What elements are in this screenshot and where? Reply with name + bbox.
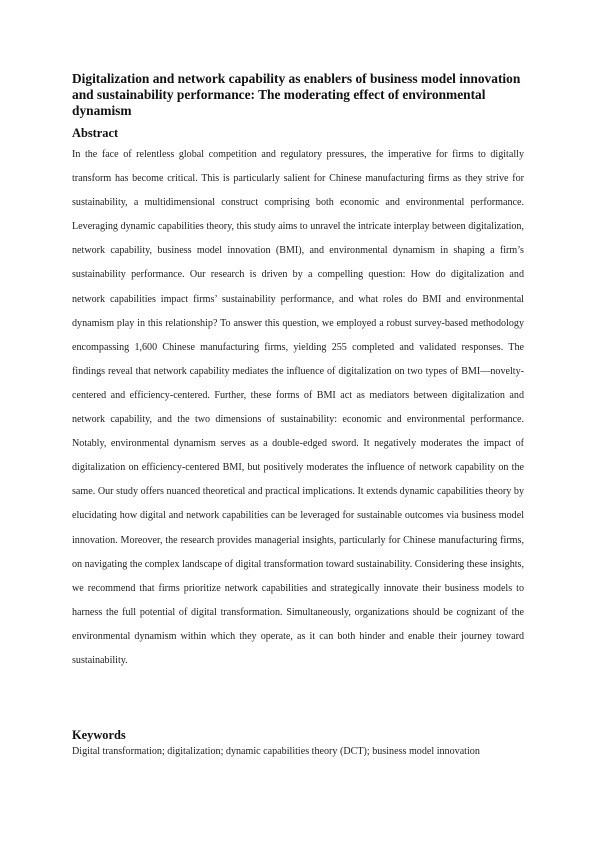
paper-title: Digitalization and network capability as enablers of business model innovation and sustainability performance: The moderating effect of environmental dynamism: [72, 71, 521, 118]
abstract-body: In the face of relentless global competition and regulatory pressures, the imperative for firms to digitally transform has become critical. This is particularly salient for Chinese manufacturing firms as they strive for sustainability, a multidimensional construct comprising both economic and environmental performance. Leveraging dynamic capabilities theory, this study aims to unravel the intricate interplay between digitalization, network capability, business model innovation (BMI), and environmental dynamism in shaping a firm’s sustainability performance. Our research is driven by a compelling question: How do digitalization and network capabilities impact firms’ sustainability performance, and what roles do BMI and environmental dynamism play in this relationship? To answer this question, we employed a robust survey-based methodology encompassing 1,600 Chinese manufacturing firms, yielding 255 completed and validated responses. The findings reveal that network capability mediates the influence of digitalization on two types of BMI—novelty-centered and efficiency-centered. Further, these forms of BMI act as mediators between digitalization and network capability, and the two dimensions of sustainability: economic and environmental performance. Notably, environmental dynamism serves as a double-edged sword. It negatively moderates the impact of digitalization on efficiency-centered BMI, but positively moderates the influence of network capability on the same. Our study offers nuanced theoretical and practical implications. It extends dynamic capabilities theory by elucidating how digital and network capabilities can be leveraged for sustainable outcomes via business model innovation. Moreover, the research provides managerial insights, particularly for Chinese manufacturing firms, on navigating the complex landscape of digital transformation toward sustainability. Considering these insights, we recommend that firms prioritize network capabilities and strategically innovate their business models to harness the full potential of digital transformation. Simultaneously, organizations should be cognizant of the environmental dynamism within which they operate, as it can both hinder and enable their journey toward sustainability.: [72, 149, 524, 666]
abstract-heading: Abstract: [72, 126, 119, 140]
keywords-heading: Keywords: [72, 728, 126, 742]
keywords-list: Digital transformation; digitalization; dynamic capabilities theory (DCT); business model innovation: [72, 746, 480, 757]
